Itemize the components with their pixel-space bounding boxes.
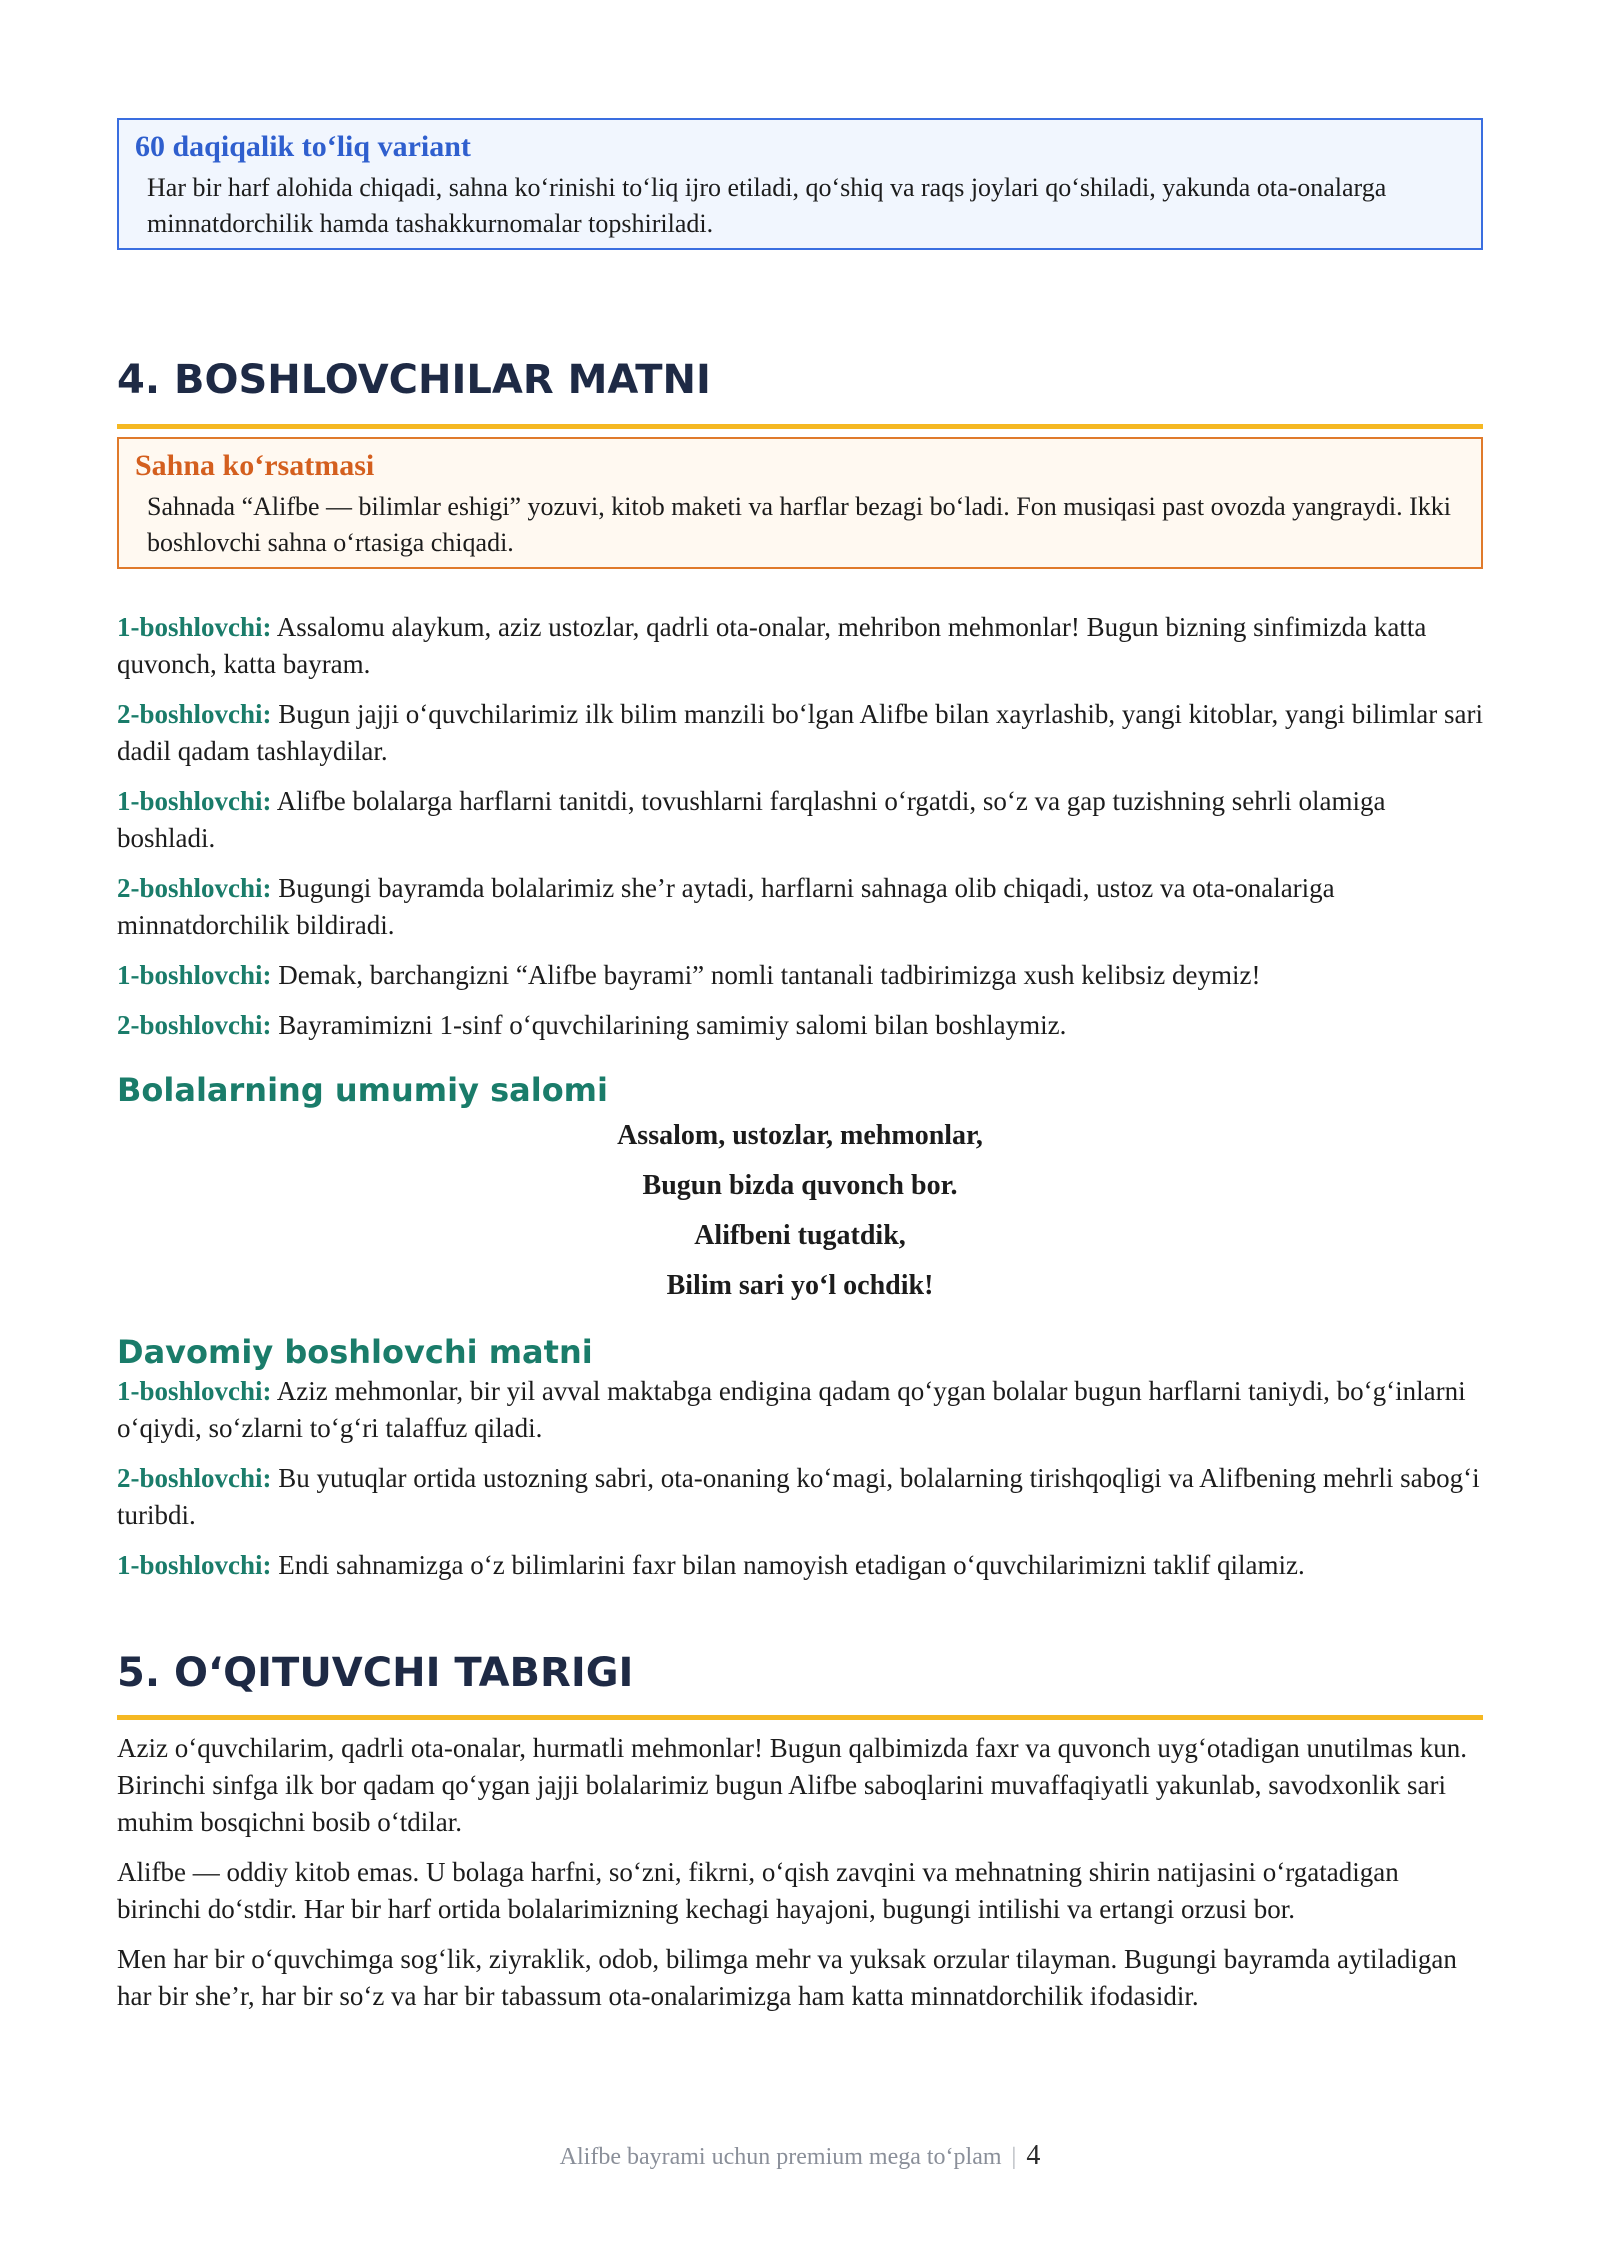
speaker-label: 2-boshlovchi:	[117, 1010, 272, 1040]
footer-title: Alifbe bayrami uchun premium mega to‘plam	[559, 2144, 1002, 2170]
dialog-text: Endi sahnamizga o‘z bilimlarini faxr bilan namoyish etadigan o‘quvchilarimizni taklif qilamiz.	[278, 1550, 1305, 1580]
document-page	[117, 0, 1483, 2028]
dialog-line	[117, 1007, 1483, 1044]
poem-line: Alifbeni tugatdik,	[694, 1220, 906, 1251]
variant-box-text: Har bir harf alohida chiqadi, sahna ko‘rinishi to‘liq ijro etiladi, qo‘shiq va raqs joylari qo‘shiladi, yakunda ota-onalarga minnatdorchilik hamda tashakkurnomalar topshiriladi.	[147, 173, 1387, 238]
dialog-text: Aziz mehmonlar, bir yil avval maktabga endigina qadam qo‘ygan bolalar bugun harflarni taniydi, bo‘g‘inlarni o‘qiydi, so‘zlarni to‘g‘ri talaffuz qiladi.	[117, 1376, 1466, 1443]
dialog-line	[117, 1460, 1483, 1534]
dialog-line	[117, 783, 1483, 857]
continued-heading: Davomiy boshlovchi matni	[117, 1333, 593, 1371]
page-number: 4	[1026, 2140, 1041, 2171]
poem-line: Bugun bizda quvonch bor.	[642, 1170, 958, 1201]
dialog-line	[117, 609, 1483, 683]
host-dialog	[117, 609, 1483, 1044]
speaker-label: 1-boshlovchi:	[117, 1550, 272, 1580]
stage-box-text: Sahnada “Alifbe — bilimlar eshigi” yozuvi, kitob maketi va harflar bezagi bo‘ladi. Fon musiqasi past ovozda yangraydi. Ikki boshlovchi sahna o‘rtasiga chiqadi.	[147, 492, 1451, 557]
speaker-label: 2-boshlovchi:	[117, 699, 272, 729]
dialog-text: Bugungi bayramda bolalarimiz she’r aytadi, harflarni sahnaga olib chiqadi, ustoz va ota-onalariga minnatdorchilik bildiradi.	[117, 873, 1335, 940]
dialog-line	[117, 1373, 1483, 1447]
page-footer	[0, 2140, 1600, 2172]
greeting-heading: Bolalarning umumiy salomi	[117, 1071, 608, 1109]
section-4-heading: 4. BOSHLOVCHILAR MATNI	[117, 357, 711, 403]
dialog-text: Bu yutuqlar ortida ustozning sabri, ota-onaning ko‘magi, bolalarning tirishqoqligi va Alifbening mehrli sabog‘i turibdi.	[117, 1463, 1480, 1530]
speaker-label: 1-boshlovchi:	[117, 1376, 272, 1406]
dialog-line	[117, 1547, 1483, 1584]
footer-separator: |	[1011, 2144, 1017, 2170]
dialog-text: Bugun jajji o‘quvchilarimiz ilk bilim manzili bo‘lgan Alifbe bilan xayrlashib, yangi kitoblar, yangi bilimlar sari dadil qadam tashlaydilar.	[117, 699, 1483, 766]
speech-paragraph: Men har bir o‘quvchimga sog‘lik, ziyraklik, odob, bilimga mehr va yuksak orzular tilayman. Bugungi bayramda aytiladigan har bir she’r, har bir so‘z va har bir tabassum ota-onalarimizga ham katta minnatdorchilik ifodasidir.	[117, 1944, 1457, 2011]
speech-paragraph: Alifbe — oddiy kitob emas. U bolaga harfni, so‘zni, fikrni, o‘qish zavqini va mehnatning shirin natijasini o‘rgatadigan birinchi do‘stdir. Har bir harf ortida bolalarimizning kechagi hayajoni, bugungi intilishi va ertangi orzusi bor.	[117, 1857, 1399, 1924]
poem-line: Assalom, ustozlar, mehmonlar,	[617, 1120, 983, 1151]
section-4-rule	[117, 424, 1483, 429]
greeting-poem	[117, 1111, 1483, 1311]
speaker-label: 1-boshlovchi:	[117, 786, 272, 816]
dialog-line	[117, 870, 1483, 944]
speaker-label: 2-boshlovchi:	[117, 873, 272, 903]
continued-dialog	[117, 1373, 1483, 1584]
dialog-text: Assalomu alaykum, aziz ustozlar, qadrli ota-onalar, mehribon mehmonlar! Bugun bizning sinfimizda katta quvonch, katta bayram.	[117, 612, 1427, 679]
stage-box-title: Sahna ko‘rsatmasi	[135, 449, 375, 482]
dialog-line	[117, 957, 1483, 994]
dialog-text: Bayramimizni 1-sinf o‘quvchilarining samimiy salomi bilan boshlaymiz.	[278, 1010, 1067, 1040]
dialog-text: Alifbe bolalarga harflarni tanitdi, tovushlarni farqlashni o‘rgatdi, so‘z va gap tuzishning sehrli olamiga boshladi.	[117, 786, 1386, 853]
poem-line: Bilim sari yo‘l ochdik!	[666, 1270, 934, 1301]
section-5-heading: 5. O‘QITUVCHI TABRIGI	[117, 1650, 634, 1696]
speech-paragraph: Aziz o‘quvchilarim, qadrli ota-onalar, hurmatli mehmonlar! Bugun qalbimizda faxr va quvonch uyg‘otadigan unutilmas kun. Birinchi sinfga ilk bor qadam qo‘ygan jajji bolalarimiz bugun Alifbe saboqlarini muvaffaqiyatli yakunlab, savodxonlik sari muhim bosqichni bosib o‘tdilar.	[117, 1733, 1468, 1837]
speaker-label: 1-boshlovchi:	[117, 612, 272, 642]
variant-box-title: 60 daqiqalik to‘liq variant	[135, 130, 471, 163]
dialog-line	[117, 696, 1483, 770]
teacher-speech	[117, 1730, 1483, 2015]
speaker-label: 2-boshlovchi:	[117, 1463, 272, 1493]
dialog-text: Demak, barchangizni “Alifbe bayrami” nomli tantanali tadbirimizga xush kelibsiz deymiz!	[278, 960, 1261, 990]
speaker-label: 1-boshlovchi:	[117, 960, 272, 990]
stage-direction-box	[117, 437, 1483, 569]
variant-info-box	[117, 118, 1483, 250]
